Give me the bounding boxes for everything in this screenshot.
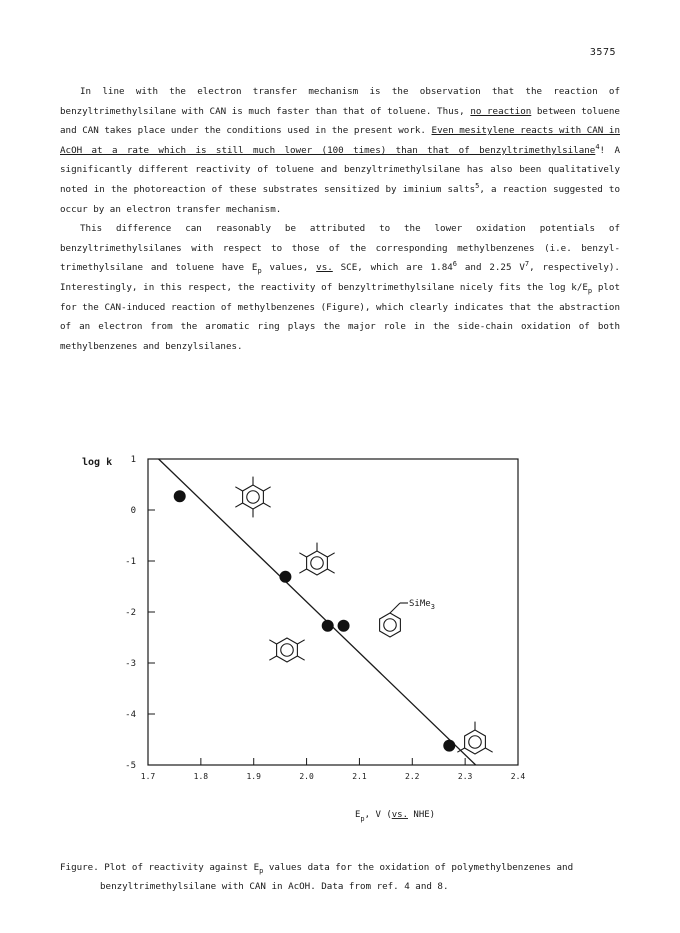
y-tick-label: 0 [130, 506, 136, 516]
x-tick-label: 2.2 [405, 772, 420, 781]
chart-svg [70, 445, 540, 835]
x-tick-label: 2.3 [457, 772, 473, 781]
ref-5: 5 [475, 181, 480, 190]
mesitylene-structure [457, 722, 492, 754]
x-tick-label: 1.7 [140, 772, 156, 781]
data-point-mesitylene [443, 740, 455, 752]
body-text [60, 82, 620, 356]
data-point-hexamethylbenzene [174, 490, 186, 502]
benzyltrimethylsilane-structure [380, 603, 408, 637]
paragraph-2: This difference can reasonably be attributed to the lower oxidation potentials of benzyltrimethylsilanes with respect to those of the corresponding methylbenzenes (i.e. benzyl-trimethylsilane and toluene have $E_p$ values, vs. SCE, which are 1.84$^6$ and 2.25 $V^7$, respectively). Interestingly, in this respect, the reactivity of benzyltrimethylsilane nicely fits the $\log k/E_p$ plot for the CAN-induced reaction of methylbenzenes (Figure), which clearly indicates that the abstraction of an electron from the aromatic ring plays the major role in the side-chain oxidation of both methylbenzenes and benzylsilanes. [60, 223, 620, 352]
pentamethylbenzene-structure [299, 543, 334, 575]
page-number: 3575 [589, 47, 616, 58]
hexamethylbenzene-structure [235, 477, 270, 518]
x-tick-label: 1.8 [193, 772, 209, 781]
y-tick-label: -5 [125, 761, 136, 771]
y-tick-label: -2 [125, 608, 136, 618]
data-point-durene [338, 620, 350, 632]
x-tick-label: 1.9 [246, 772, 261, 781]
x-tick-label: 2.0 [299, 772, 314, 781]
ref-4: 4 [595, 142, 600, 151]
y-axis-label: log k [82, 457, 113, 468]
ref-6: 6 [452, 260, 457, 269]
durene-structure [269, 638, 304, 662]
x-axis-label: $E_p$, V (vs. NHE) [355, 810, 436, 823]
fit-line [159, 459, 476, 765]
y-tick-label: -3 [125, 659, 136, 669]
y-tick-label: -4 [125, 710, 136, 720]
x-tick-label: 2.4 [510, 772, 526, 781]
silane-label: SiMe$_3$ [409, 599, 435, 611]
data-point-pentamethylbenzene [279, 571, 291, 583]
y-tick-label: 1 [130, 455, 136, 465]
ref-7: 7 [524, 260, 530, 269]
paragraph-1: In line with the electron transfer mechanism is the observation that the reaction of benzyltrimethylsilane with CAN is much faster than that of toluene. Thus, no reaction between toluene and CAN takes place under the conditions used in the present work. Even mesitylene reacts with CAN in AcOH at a rate which is still much lower (100 times) than that of benzyltrimethylsilane$^4$! A significantly different reactivity of toluene and benzyltrimethylsilane has also been qualitatively noted in the photoreaction of these substrates sensitized by iminium salts$^5$, a reaction suggested to occur by an electron transfer mechanism. [60, 86, 620, 215]
x-tick-label: 2.1 [352, 772, 367, 781]
figure-caption: Figure. Plot of reactivity against $E_p$ values data for the oxidation of polymethylbenzenes and benzyltrimethylsilane with CAN in AcOH. Data from ref. 4 and 8. [60, 862, 574, 892]
figure-chart [70, 445, 540, 835]
data-point-benzyltrimethylsilane [322, 620, 334, 632]
plot-frame [148, 459, 518, 765]
y-tick-label: -1 [125, 557, 136, 567]
